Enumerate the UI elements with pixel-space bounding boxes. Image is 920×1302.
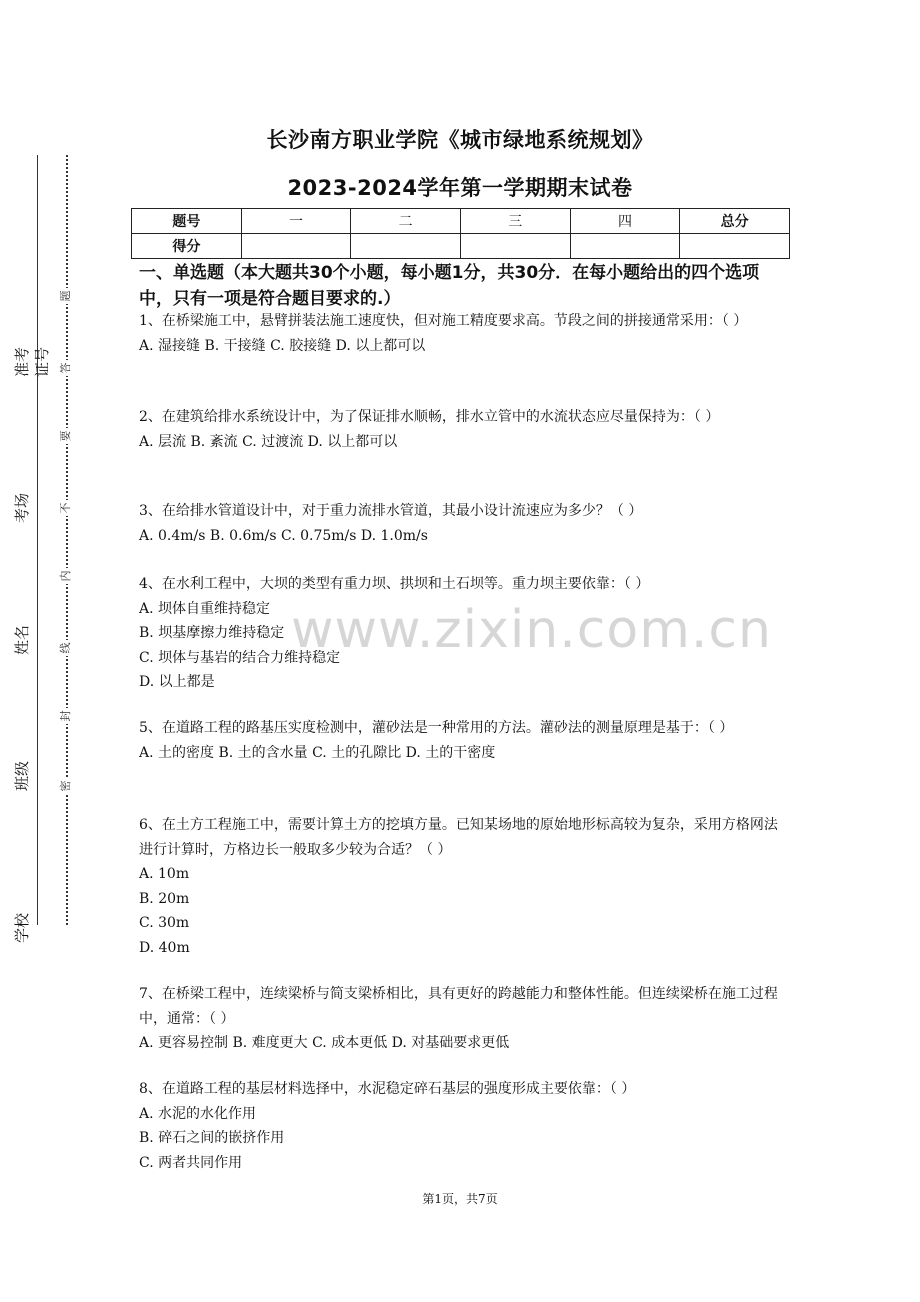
margin-label-school: 学校 [12, 906, 32, 950]
question-option-a: A. 10m [139, 866, 190, 882]
question-options: A. 湿接缝 B. 干接缝 C. 胶接缝 D. 以上都可以 [139, 337, 426, 354]
question-options: A. 土的密度 B. 土的含水量 C. 土的孔隙比 D. 土的干密度 [139, 744, 496, 761]
score-cell-section-4: 四 [570, 209, 680, 234]
seal-char: 要 [58, 428, 74, 444]
question-options: A. 更容易控制 B. 难度更大 C. 成本更低 D. 对基础要求更低 [139, 1035, 510, 1051]
exam-title-line1: 长沙南方职业学院《城市绿地系统规划》 [266, 128, 654, 152]
binding-solid-line [37, 155, 38, 925]
question-stem: 8、在道路工程的基层材料选择中，水泥稳定碎石基层的强度形成主要依靠：（ ） [139, 1081, 636, 1097]
score-table-score-row [132, 234, 790, 259]
question-option-c: C. 两者共同作用 [139, 1154, 243, 1171]
score-input-cell[interactable] [351, 234, 461, 259]
question-stem: 6、在土方工程施工中，需要计算土方的挖填方量。已知某场地的原始地形标高较为复杂，采用方格网法进行计算时，方格边长一般取多少较为合适？（ ） [139, 817, 778, 858]
question-stem: 2、在建筑给排水系统设计中，为了保证排水顺畅，排水立管中的水流状态应尽量保持为：（ ） [139, 409, 720, 425]
question-6 [139, 813, 789, 960]
score-cell-section-3: 三 [460, 209, 570, 234]
score-table-header-row [132, 209, 790, 234]
margin-label-class: 班级 [12, 754, 32, 798]
question-3 [139, 499, 789, 548]
score-table [131, 208, 790, 259]
question-stem: 5、在道路工程的路基压实度检测中，灌砂法是一种常用的方法。灌砂法的测量原理是基于：（ ） [139, 720, 734, 736]
question-option-d: D. 以上都是 [139, 674, 215, 690]
score-input-cell[interactable] [460, 234, 570, 259]
question-stem: 4、在水利工程中，大坝的类型有重力坝、拱坝和土石坝等。重力坝主要依靠：（ ） [139, 576, 650, 592]
score-cell-label: 题号 [132, 209, 242, 234]
score-cell-total: 总分 [680, 209, 790, 234]
question-5 [139, 716, 789, 765]
question-option-b: B. 20m [139, 890, 190, 907]
score-row-label: 得分 [132, 234, 242, 259]
question-options: A. 0.4m/s B. 0.6m/s C. 0.75m/s D. 1.0m/s [139, 527, 428, 544]
question-option-d: D. 40m [139, 939, 190, 956]
seal-char: 封 [58, 708, 74, 724]
question-2 [139, 405, 789, 454]
binding-dotted-line [66, 155, 68, 925]
seal-char: 内 [58, 568, 74, 584]
score-cell-section-1: 一 [241, 209, 351, 234]
seal-char: 线 [58, 640, 74, 656]
page-footer: 第1页，共7页 [422, 1192, 498, 1206]
question-stem: 3、在给排水管道设计中，对于重力流排水管道，其最小设计流速应为多少？（ ） [139, 503, 643, 519]
question-option-a: A. 水泥的水化作用 [139, 1105, 257, 1122]
score-input-cell[interactable] [680, 234, 790, 259]
question-option-c: C. 30m [139, 915, 190, 931]
seal-char: 不 [58, 500, 74, 516]
question-option-b: B. 碎石之间的嵌挤作用 [139, 1130, 285, 1146]
question-option-a: A. 坝体自重维持稳定 [139, 600, 271, 617]
score-input-cell[interactable] [570, 234, 680, 259]
score-input-cell[interactable] [241, 234, 351, 259]
section-heading: 一、单选题（本大题共30个小题，每小题1分，共30分．在每小题给出的四个选项中，只有一项是符合题目要求的.） [139, 263, 760, 309]
question-stem: 1、在桥梁施工中，悬臂拼装法施工速度快，但对施工精度要求高。节段之间的拼接通常采用：（ ） [139, 313, 748, 329]
question-options: A. 层流 B. 紊流 C. 过渡流 D. 以上都可以 [139, 433, 398, 450]
margin-label-name: 姓名 [12, 618, 32, 662]
question-8 [139, 1077, 789, 1175]
question-stem: 7、在桥梁工程中，连续梁桥与简支梁桥相比，具有更好的跨越能力和整体性能。但连续梁桥在施工过程中，通常：（ ） [139, 986, 778, 1027]
margin-label-exam-number: 准考证号 [12, 340, 32, 384]
score-cell-section-2: 二 [351, 209, 461, 234]
seal-char: 题 [58, 288, 74, 304]
seal-char: 答 [58, 360, 74, 376]
watermark: www.zixin.com.cn [291, 600, 772, 660]
question-option-b: B. 坝基摩擦力维持稳定 [139, 625, 285, 641]
seal-char: 密 [58, 778, 74, 794]
exam-title-line2: 2023-2024学年第一学期期末试卷 [287, 176, 633, 200]
margin-label-exam-room: 考场 [12, 486, 32, 530]
question-7 [139, 982, 789, 1056]
question-option-c: C. 坝体与基岩的结合力维持稳定 [139, 649, 341, 666]
question-1 [139, 309, 789, 358]
